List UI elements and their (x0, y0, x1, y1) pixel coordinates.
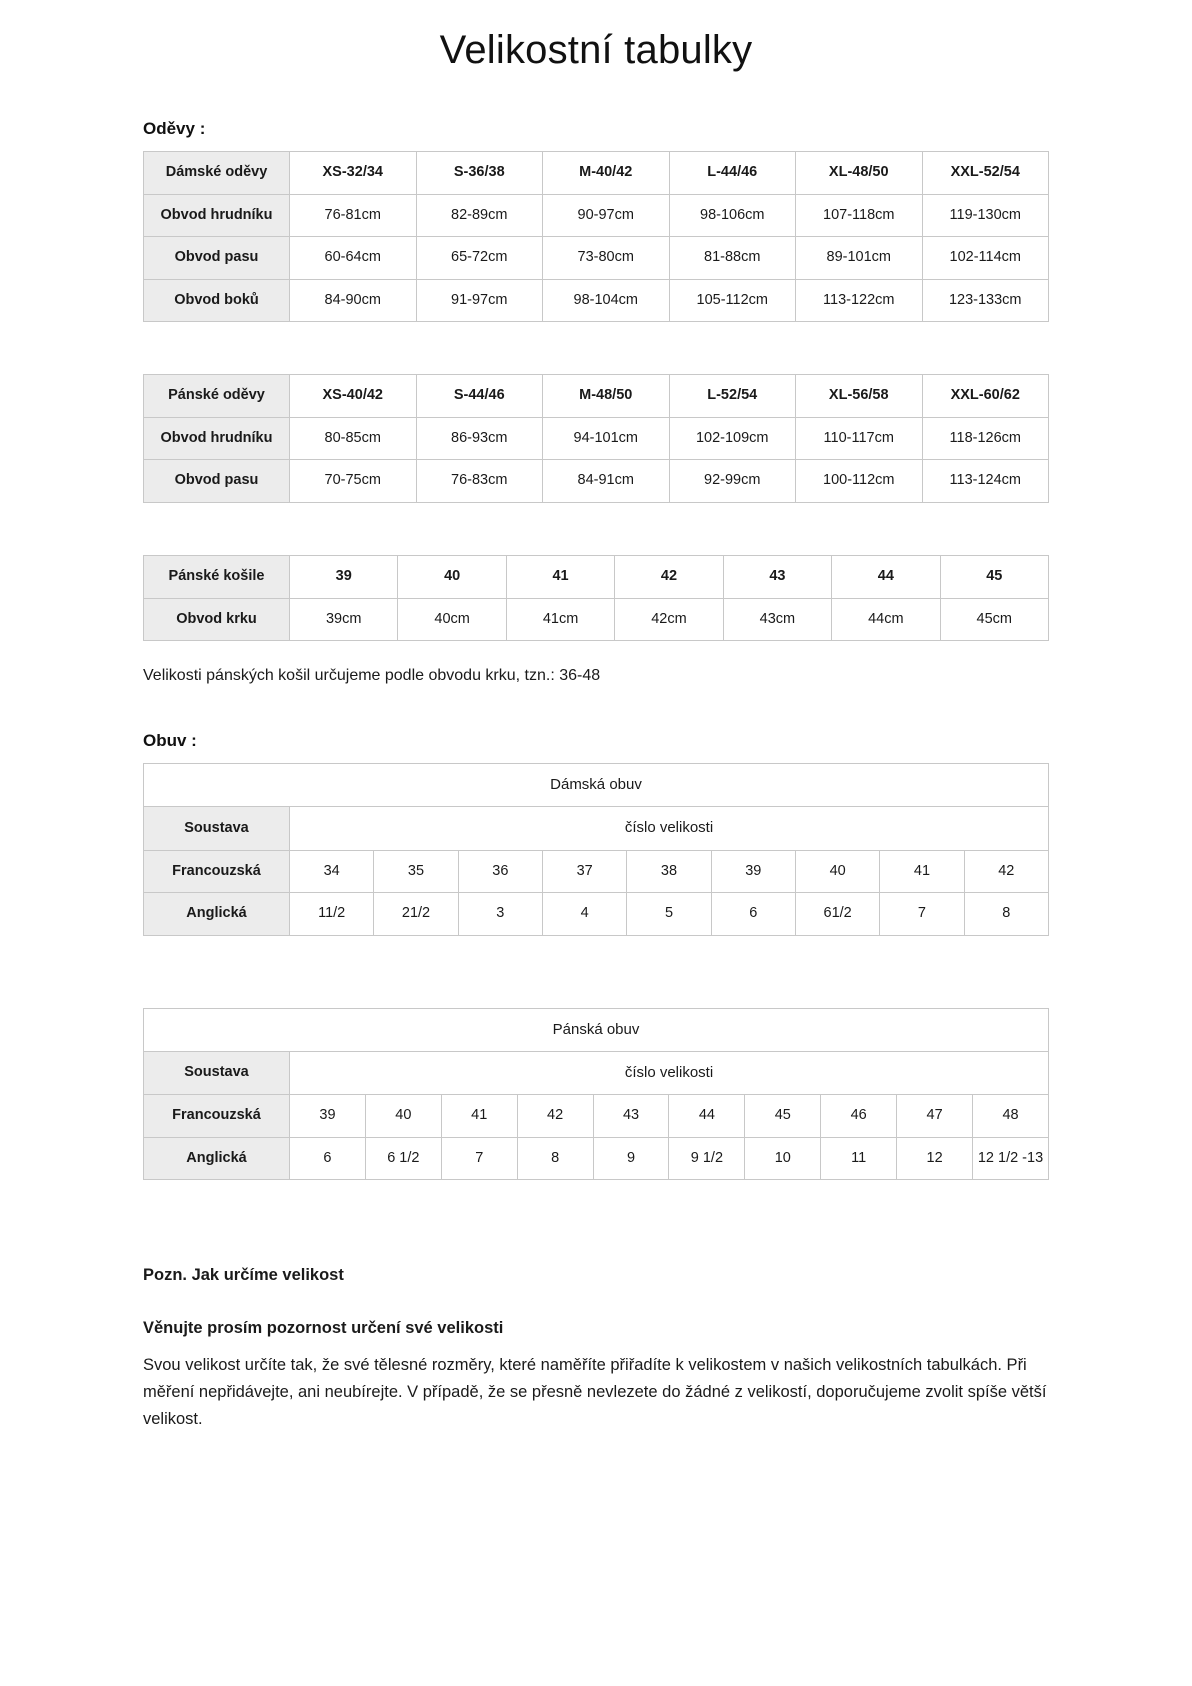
footer-notes (143, 1266, 1049, 1432)
table-cell: 9 1/2 (669, 1137, 745, 1180)
table-header-cell: Dámské oděvy (144, 152, 290, 195)
table-cell: 43 (593, 1095, 669, 1138)
table-header-cell: XL-56/58 (796, 375, 923, 418)
table-header-cell: 42 (615, 555, 723, 598)
table-header-cell: M-48/50 (543, 375, 670, 418)
table-cell: 42cm (615, 598, 723, 641)
table-cell: 76-81cm (290, 194, 417, 237)
table-header-cell: S-36/38 (416, 152, 543, 195)
table-caption-men-shoes: Pánská obuv (144, 1008, 1049, 1051)
table-cell: 44 (669, 1095, 745, 1138)
spacer (143, 503, 1049, 555)
table-cell: 84-91cm (543, 460, 670, 503)
row-label: Soustava (144, 1051, 290, 1094)
table-header-cell: Pánské oděvy (144, 375, 290, 418)
table-row (144, 598, 1049, 641)
table-caption-women-shoes: Dámská obuv (144, 764, 1049, 807)
table-cell: 39 (290, 1095, 366, 1138)
table-cell: 42 (964, 850, 1048, 893)
table-row (144, 850, 1049, 893)
footer-paragraph: Svou velikost určíte tak, že své tělesné rozměry, které naměříte přiřadíte k velikostem v našich velikostních tabulkách. Při měření nepřidávejte, ani neubírejte. V případě, že se přesně nevlezete do žádné z velikostí, doporučujeme zvolit spíše větší velikost. (143, 1356, 1047, 1428)
table-row (144, 237, 1049, 280)
table-cell: 34 (290, 850, 374, 893)
table-cell: 102-114cm (922, 237, 1049, 280)
table-cell: 119-130cm (922, 194, 1049, 237)
table-cell: 113-122cm (796, 279, 923, 322)
table-cell: 46 (821, 1095, 897, 1138)
table-cell: 86-93cm (416, 417, 543, 460)
table-header-cell: Pánské košile (144, 555, 290, 598)
table-cell: 105-112cm (669, 279, 796, 322)
table-cell: 80-85cm (290, 417, 417, 460)
table-cell: 81-88cm (669, 237, 796, 280)
table-row (144, 1137, 1049, 1180)
page-title: Velikostní tabulky (439, 28, 753, 72)
table-cell: 84-90cm (290, 279, 417, 322)
table-cell: 61/2 (795, 893, 879, 936)
table-cell: 35 (374, 850, 458, 893)
table-header-cell: L-44/46 (669, 152, 796, 195)
table-cell: 82-89cm (416, 194, 543, 237)
table-men-shirts (143, 555, 1049, 641)
row-label: Obvod pasu (144, 237, 290, 280)
table-cell: 21/2 (374, 893, 458, 936)
table-cell: 41 (441, 1095, 517, 1138)
table-row (144, 1095, 1049, 1138)
size-number-label: číslo velikosti (290, 807, 1049, 850)
table-header-cell: 41 (506, 555, 614, 598)
table-row (144, 764, 1049, 807)
table-cell: 90-97cm (543, 194, 670, 237)
table-cell: 113-124cm (922, 460, 1049, 503)
table-row (144, 152, 1049, 195)
table-cell: 38 (627, 850, 711, 893)
row-label: Francouzská (144, 1095, 290, 1138)
row-label: Obvod hrudníku (144, 194, 290, 237)
table-row (144, 375, 1049, 418)
table-row (144, 1008, 1049, 1051)
table-header-cell: 40 (398, 555, 506, 598)
table-cell: 37 (542, 850, 626, 893)
table-cell: 41cm (506, 598, 614, 641)
table-cell: 3 (458, 893, 542, 936)
table-cell: 11/2 (290, 893, 374, 936)
table-cell: 8 (517, 1137, 593, 1180)
table-cell: 118-126cm (922, 417, 1049, 460)
table-cell: 60-64cm (290, 237, 417, 280)
table-header-cell: 44 (832, 555, 940, 598)
table-men-shoes (143, 1008, 1049, 1181)
table-cell: 9 (593, 1137, 669, 1180)
table-cell: 40cm (398, 598, 506, 641)
table-cell: 89-101cm (796, 237, 923, 280)
table-row (144, 194, 1049, 237)
table-cell: 98-104cm (543, 279, 670, 322)
table-header-cell: L-52/54 (669, 375, 796, 418)
section-label-clothing: Oděvy : (143, 119, 206, 138)
spacer (143, 936, 1049, 1008)
table-cell: 7 (441, 1137, 517, 1180)
table-header-cell: XXL-52/54 (922, 152, 1049, 195)
size-number-label: číslo velikosti (290, 1051, 1049, 1094)
row-label: Anglická (144, 893, 290, 936)
table-cell: 6 (290, 1137, 366, 1180)
table-cell: 107-118cm (796, 194, 923, 237)
table-cell: 47 (897, 1095, 973, 1138)
table-row (144, 1051, 1049, 1094)
spacer (143, 322, 1049, 374)
row-label: Obvod boků (144, 279, 290, 322)
table-cell: 4 (542, 893, 626, 936)
table-cell: 98-106cm (669, 194, 796, 237)
table-cell: 10 (745, 1137, 821, 1180)
table-header-cell: M-40/42 (543, 152, 670, 195)
table-row (144, 279, 1049, 322)
table-cell: 8 (964, 893, 1048, 936)
table-header-cell: XS-32/34 (290, 152, 417, 195)
shirt-size-note: Velikosti pánských košil určujeme podle obvodu krku, tzn.: 36-48 (143, 667, 601, 685)
table-cell: 123-133cm (922, 279, 1049, 322)
document-content (0, 119, 1192, 1432)
table-women-clothing (143, 151, 1049, 322)
row-label: Obvod pasu (144, 460, 290, 503)
table-row (144, 460, 1049, 503)
table-cell: 42 (517, 1095, 593, 1138)
table-cell: 6 (711, 893, 795, 936)
table-header-cell: 39 (290, 555, 398, 598)
table-cell: 45cm (940, 598, 1048, 641)
section-label-shoes: Obuv : (143, 731, 197, 751)
table-cell: 41 (880, 850, 964, 893)
table-cell: 73-80cm (543, 237, 670, 280)
table-cell: 45 (745, 1095, 821, 1138)
table-cell: 40 (795, 850, 879, 893)
table-men-clothing (143, 374, 1049, 503)
table-cell: 110-117cm (796, 417, 923, 460)
row-label: Anglická (144, 1137, 290, 1180)
table-header-cell: XL-48/50 (796, 152, 923, 195)
table-header-cell: XXL-60/62 (922, 375, 1049, 418)
footer-heading: Pozn. Jak určíme velikost (143, 1266, 344, 1285)
table-women-shoes (143, 763, 1049, 936)
row-label: Soustava (144, 807, 290, 850)
row-label: Obvod krku (144, 598, 290, 641)
table-header-cell: XS-40/42 (290, 375, 417, 418)
table-cell: 102-109cm (669, 417, 796, 460)
table-header-cell: 45 (940, 555, 1048, 598)
table-cell: 44cm (832, 598, 940, 641)
table-cell: 94-101cm (543, 417, 670, 460)
table-cell: 48 (973, 1095, 1049, 1138)
table-cell: 76-83cm (416, 460, 543, 503)
table-cell: 100-112cm (796, 460, 923, 503)
table-row (144, 807, 1049, 850)
table-header-cell: 43 (723, 555, 831, 598)
table-cell: 7 (880, 893, 964, 936)
table-cell: 36 (458, 850, 542, 893)
table-row (144, 417, 1049, 460)
table-cell: 91-97cm (416, 279, 543, 322)
table-cell: 40 (365, 1095, 441, 1138)
table-cell: 39cm (290, 598, 398, 641)
table-cell: 70-75cm (290, 460, 417, 503)
table-header-cell: S-44/46 (416, 375, 543, 418)
table-cell: 43cm (723, 598, 831, 641)
table-cell: 11 (821, 1137, 897, 1180)
table-row (144, 555, 1049, 598)
table-row (144, 893, 1049, 936)
footer-subheading: Věnujte prosím pozornost určení své velikosti (143, 1319, 504, 1338)
row-label: Obvod hrudníku (144, 417, 290, 460)
row-label: Francouzská (144, 850, 290, 893)
table-cell: 12 1/2 -13 (973, 1137, 1049, 1180)
table-cell: 12 (897, 1137, 973, 1180)
table-cell: 92-99cm (669, 460, 796, 503)
table-cell: 39 (711, 850, 795, 893)
table-cell: 65-72cm (416, 237, 543, 280)
table-cell: 6 1/2 (365, 1137, 441, 1180)
table-cell: 5 (627, 893, 711, 936)
